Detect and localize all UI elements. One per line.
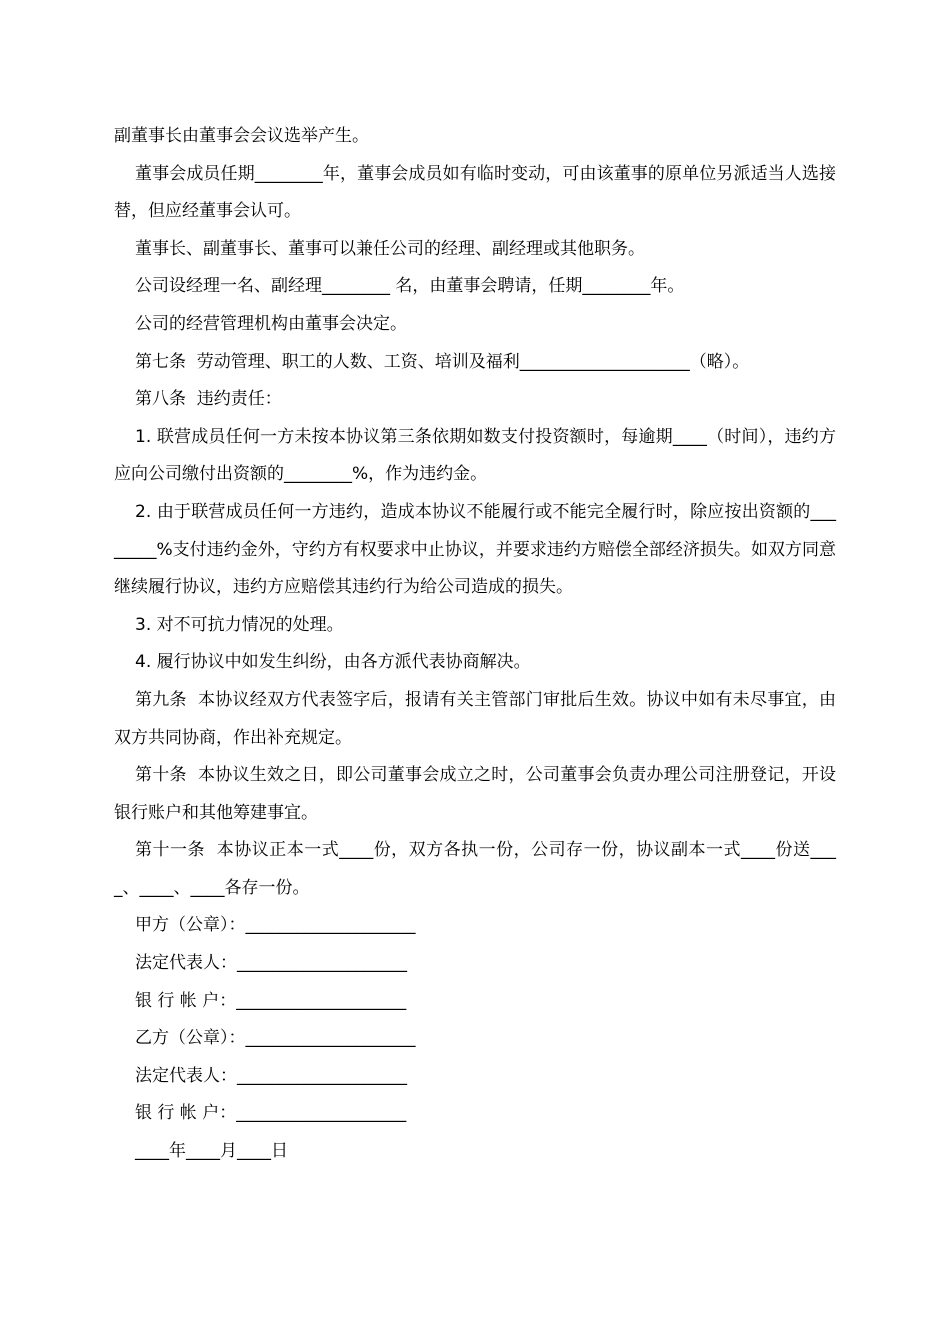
party-a-bank-account-line: 银 行 帐 户：____________________	[135, 990, 407, 1011]
signing-date-line: ____年____月____日	[135, 1141, 288, 1162]
article-8-item-3: 3. 对不可抗力情况的处理。	[135, 614, 344, 635]
paragraph-management-structure: 公司的经营管理机构由董事会决定。	[135, 313, 407, 334]
article-8-item-1: 1. 联营成员任何一方未按本协议第三条依期如数支付投资额时，每逾期____（时间），违约方应向公司缴付出资额的________%，作为违约金。	[114, 426, 836, 485]
party-a-seal-line: 甲方（公章）：____________________	[135, 915, 416, 936]
article-8-item-2: 2. 由于联营成员任何一方违约，造成本协议不能履行或不能完全履行时，除应按出资额的________%支付违约金外，守约方有权要求中止协议，并要求违约方赔偿全部经济损失。如双方同意继续履行协议，违约方应赔偿其违约行为给公司造成的损失。	[114, 501, 836, 598]
party-b-bank-account-line: 银 行 帐 户：____________________	[135, 1103, 407, 1124]
article-8-item-4: 4. 履行协议中如发生纠纷，由各方派代表协商解决。	[135, 652, 531, 673]
article-11-copies: 第十一条 本协议正本一式____份，双方各执一份，公司存一份，协议副本一式____份送____、____、____各存一份。	[114, 840, 836, 898]
paragraph-board-term: 董事会成员任期________年，董事会成员如有临时变动，可由该董事的原单位另派适当人选接替，但应经董事会认可。	[114, 163, 836, 222]
article-9-effectiveness: 第九条 本协议经双方代表签字后，报请有关主管部门审批后生效。协议中如有未尽事宜，由双方共同协商，作出补充规定。	[114, 689, 836, 748]
article-10-registration: 第十条 本协议生效之日，即公司董事会成立之时，公司董事会负责办理公司注册登记，开设银行账户和其他筹建事宜。	[114, 765, 836, 823]
paragraph-manager-appointment: 公司设经理一名、副经理________ 名，由董事会聘请，任期________年。	[135, 276, 685, 297]
party-b-seal-line: 乙方（公章）：____________________	[135, 1028, 416, 1049]
party-b-representative-line: 法定代表人：____________________	[135, 1065, 407, 1086]
paragraph-concurrent-posts: 董事长、副董事长、董事可以兼任公司的经理、副经理或其他职务。	[135, 238, 645, 259]
paragraph-vice-chairman-election: 副董事长由董事会会议选举产生。	[114, 126, 369, 146]
article-8-heading: 第八条 违约责任：	[135, 389, 282, 410]
article-7-labor: 第七条 劳动管理、职工的人数、工资、培训及福利____________________（略）。	[135, 351, 750, 372]
party-a-representative-line: 法定代表人：____________________	[135, 953, 407, 974]
document-body	[114, 118, 836, 1171]
